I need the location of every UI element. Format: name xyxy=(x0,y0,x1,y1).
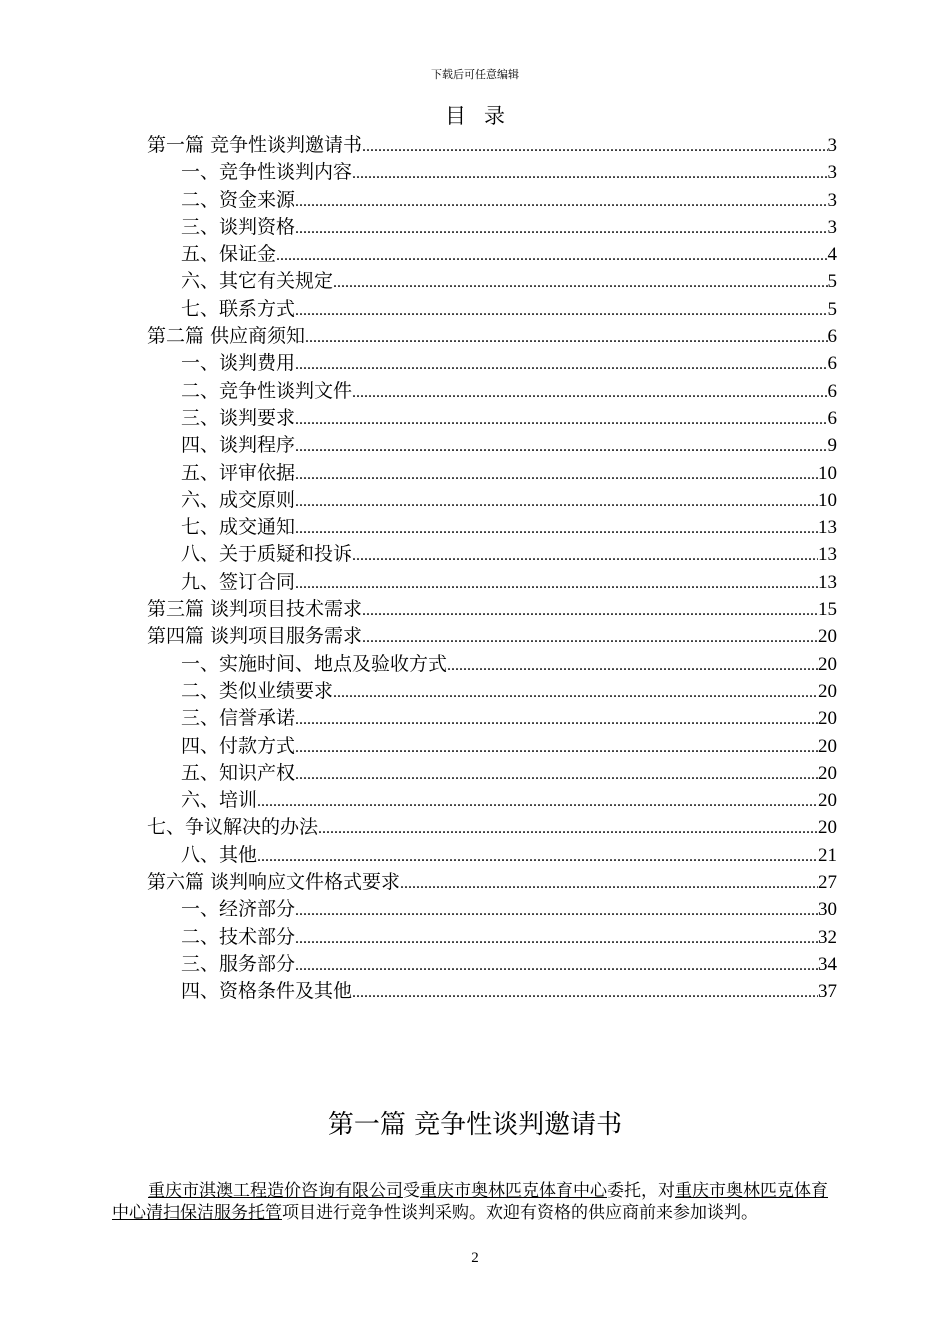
toc-entry[interactable] xyxy=(147,323,837,350)
intro-text-3: 项目进行竞争性谈判采购。欢迎有资格的供应商前来参加谈判。 xyxy=(282,1203,758,1223)
toc-entry[interactable] xyxy=(147,705,837,732)
toc-leader-dots xyxy=(362,597,818,623)
toc-entry-page: 15 xyxy=(818,599,837,621)
toc-entry-page: 20 xyxy=(818,626,837,648)
intro-text-1: 受 xyxy=(403,1181,420,1201)
toc-entry[interactable] xyxy=(147,268,837,295)
toc-entry[interactable] xyxy=(147,651,837,678)
toc-entry-label: 三、服务部分 xyxy=(181,952,296,975)
agent-name: 重庆市淇澳工程造价咨询有限公司 xyxy=(148,1181,403,1201)
toc-entry-label: 一、竞争性谈判内容 xyxy=(181,161,353,184)
toc-entry[interactable] xyxy=(147,432,837,459)
toc-entry-label: 六、其它有关规定 xyxy=(181,270,334,293)
toc-entry-label: 五、评审依据 xyxy=(181,461,296,484)
toc-entry-label: 第六篇 谈判响应文件格式要求 xyxy=(147,871,401,894)
toc-entry-label: 一、实施时间、地点及验收方式 xyxy=(181,652,448,675)
intro-paragraph xyxy=(112,1180,828,1224)
toc-entry-label: 第四篇 谈判项目服务需求 xyxy=(147,625,363,648)
toc-entry-label: 八、其他 xyxy=(181,843,258,866)
toc-leader-dots xyxy=(295,351,827,377)
toc-leader-dots xyxy=(295,761,818,787)
toc-entry[interactable] xyxy=(147,896,837,923)
toc-leader-dots xyxy=(295,952,818,978)
toc-entry-page: 20 xyxy=(818,762,837,784)
toc-entry-label: 二、资金来源 xyxy=(181,188,296,211)
toc-entry[interactable] xyxy=(147,405,837,432)
toc-entry-label: 四、资格条件及其他 xyxy=(181,980,353,1003)
section-heading: 第一篇 竞争性谈判邀请书 xyxy=(327,1110,623,1140)
toc-entry[interactable] xyxy=(147,514,837,541)
toc-entry-page: 3 xyxy=(827,216,837,238)
toc-entry-page: 21 xyxy=(818,844,837,866)
toc-entry[interactable] xyxy=(147,924,837,951)
toc-entry[interactable] xyxy=(147,187,837,214)
page-header: 下载后可任意编辑 xyxy=(431,68,519,81)
toc-leader-dots xyxy=(295,734,818,760)
toc-entry-page: 20 xyxy=(818,708,837,730)
toc-entry-page: 9 xyxy=(827,435,837,457)
client-name: 重庆市奥林匹克体育中心 xyxy=(420,1181,607,1201)
toc-entry[interactable] xyxy=(147,596,837,623)
toc-leader-dots xyxy=(276,242,827,268)
toc-entry[interactable] xyxy=(147,787,837,814)
toc-entry-label: 第三篇 谈判项目技术需求 xyxy=(147,598,363,621)
intro-text-2: 委托，对 xyxy=(607,1181,675,1201)
toc-leader-dots xyxy=(257,788,818,814)
toc-entry-page: 20 xyxy=(818,735,837,757)
toc-entry[interactable] xyxy=(147,951,837,978)
toc-leader-dots xyxy=(318,815,818,841)
toc-entry-page: 20 xyxy=(818,817,837,839)
toc-entry-label: 一、谈判费用 xyxy=(181,352,296,375)
toc-entry-page: 32 xyxy=(818,926,837,948)
toc-entry[interactable] xyxy=(147,541,837,568)
toc-entry-label: 二、类似业绩要求 xyxy=(181,679,334,702)
toc-leader-dots xyxy=(295,461,818,487)
toc-entry-page: 3 xyxy=(827,189,837,211)
toc-entry[interactable] xyxy=(147,132,837,159)
toc-leader-dots xyxy=(352,979,818,1005)
toc-leader-dots xyxy=(333,269,827,295)
toc-leader-dots xyxy=(295,570,818,596)
toc-entry-label: 六、成交原则 xyxy=(181,488,296,511)
toc-entry-label: 一、经济部分 xyxy=(181,898,296,921)
toc-entry[interactable] xyxy=(147,159,837,186)
toc-entry-label: 三、信誉承诺 xyxy=(181,707,296,730)
toc-leader-dots xyxy=(400,870,818,896)
toc-leader-dots xyxy=(295,897,818,923)
toc-entry[interactable] xyxy=(147,978,837,1005)
toc-leader-dots xyxy=(295,515,818,541)
toc-leader-dots xyxy=(362,133,827,159)
toc-entry[interactable] xyxy=(147,378,837,405)
toc-entry-page: 6 xyxy=(827,407,837,429)
toc-entry-label: 二、技术部分 xyxy=(181,925,296,948)
toc-leader-dots xyxy=(305,324,827,350)
toc-leader-dots xyxy=(352,379,827,405)
toc-entry-page: 5 xyxy=(827,298,837,320)
toc-entry-label: 七、争议解决的办法 xyxy=(147,816,319,839)
toc-entry-label: 第二篇 供应商须知 xyxy=(147,325,306,348)
toc-entry-page: 34 xyxy=(818,953,837,975)
toc-entry-page: 6 xyxy=(827,353,837,375)
toc-entry-label: 第一篇 竞争性谈判邀请书 xyxy=(147,134,363,156)
toc-entry[interactable] xyxy=(147,678,837,705)
toc-entry-page: 4 xyxy=(827,244,837,266)
toc-entry[interactable] xyxy=(147,623,837,650)
toc-leader-dots xyxy=(295,706,818,732)
toc-entry-page: 5 xyxy=(827,271,837,293)
toc-entry-label: 六、培训 xyxy=(181,789,258,812)
toc-entry-page: 37 xyxy=(818,981,837,1003)
toc-leader-dots xyxy=(352,160,827,186)
toc-entry[interactable] xyxy=(147,733,837,760)
toc-leader-dots xyxy=(352,542,818,568)
toc-entry-page: 13 xyxy=(818,571,837,593)
toc-entry-label: 三、谈判要求 xyxy=(181,406,296,429)
toc-title: 目录 xyxy=(445,104,523,128)
project-name: 重庆市奥林匹克体育中心清扫保洁服务托管 xyxy=(112,1181,828,1223)
toc-leader-dots xyxy=(295,188,827,214)
toc-entry-page: 6 xyxy=(827,326,837,348)
toc-entry[interactable] xyxy=(147,487,837,514)
toc-entry-label: 九、签订合同 xyxy=(181,570,296,593)
toc-leader-dots xyxy=(257,843,818,869)
toc-entry[interactable] xyxy=(147,760,837,787)
toc-entry-page: 30 xyxy=(818,899,837,921)
toc-entry[interactable] xyxy=(147,296,837,323)
toc-entry-page: 3 xyxy=(827,135,837,156)
page-number: 2 xyxy=(471,1250,479,1266)
toc-leader-dots xyxy=(447,652,818,678)
toc-leader-dots xyxy=(295,215,827,241)
toc-entry-label: 四、谈判程序 xyxy=(181,434,296,457)
toc-entry-page: 6 xyxy=(827,380,837,402)
toc-entry-label: 四、付款方式 xyxy=(181,734,296,757)
toc-entry-page: 10 xyxy=(818,462,837,484)
toc-entry[interactable] xyxy=(147,460,837,487)
toc-entry-label: 七、成交通知 xyxy=(181,516,296,539)
toc-entry[interactable] xyxy=(147,350,837,377)
toc-leader-dots xyxy=(295,433,827,459)
toc-entry[interactable] xyxy=(147,214,837,241)
toc-entry[interactable] xyxy=(147,842,837,869)
toc-entry-page: 3 xyxy=(827,162,837,184)
toc-entry[interactable] xyxy=(147,814,837,841)
toc-leader-dots xyxy=(295,406,827,432)
toc-entry-page: 13 xyxy=(818,517,837,539)
toc-entry-page: 27 xyxy=(818,872,837,894)
toc-entry-page: 10 xyxy=(818,489,837,511)
toc-leader-dots xyxy=(333,679,818,705)
toc-entry-page: 20 xyxy=(818,653,837,675)
toc-leader-dots xyxy=(295,488,818,514)
toc-entry[interactable] xyxy=(147,869,837,896)
toc-leader-dots xyxy=(295,297,827,323)
toc-entry[interactable] xyxy=(147,241,837,268)
toc-entry-label: 五、保证金 xyxy=(181,243,277,266)
toc-entry-label: 七、联系方式 xyxy=(181,297,296,320)
toc-entry-label: 三、谈判资格 xyxy=(181,215,296,238)
toc-entry-page: 13 xyxy=(818,544,837,566)
toc-entry[interactable] xyxy=(147,569,837,596)
toc-entry-page: 20 xyxy=(818,680,837,702)
toc-entry-label: 八、关于质疑和投诉 xyxy=(181,543,353,566)
toc-entry-label: 二、竞争性谈判文件 xyxy=(181,379,353,402)
table-of-contents xyxy=(147,132,837,1006)
toc-entry-page: 20 xyxy=(818,790,837,812)
toc-leader-dots xyxy=(362,624,818,650)
toc-leader-dots xyxy=(295,925,818,951)
toc-entry-label: 五、知识产权 xyxy=(181,761,296,784)
